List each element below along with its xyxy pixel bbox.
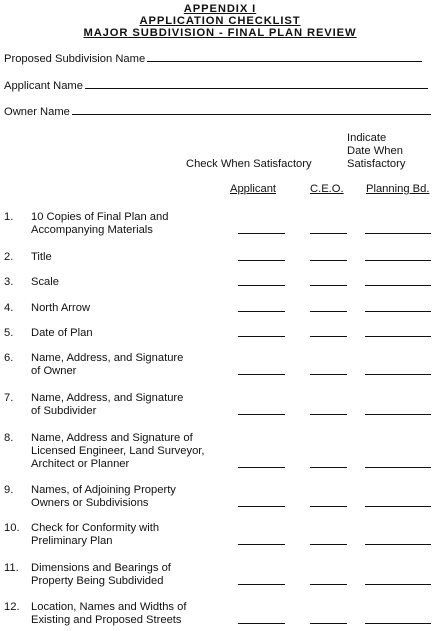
- item-text: Name, Address, and Signature: [31, 392, 184, 404]
- applicant-check-line[interactable]: [238, 233, 285, 234]
- item-number: 5.: [4, 327, 14, 339]
- item-text: Property Being Subdivided: [31, 575, 164, 587]
- ceo-check-line[interactable]: [310, 544, 347, 545]
- planning-bd-check-line[interactable]: [365, 506, 431, 507]
- ceo-check-line[interactable]: [310, 467, 347, 468]
- ceo-check-line[interactable]: [310, 285, 347, 286]
- check-when-satisfactory-header: Check When Satisfactory: [186, 158, 312, 170]
- applicant-check-line[interactable]: [238, 623, 285, 624]
- planning-bd-check-line[interactable]: [365, 467, 431, 468]
- item-number: 3.: [4, 276, 14, 288]
- field-label: Owner Name: [4, 106, 70, 118]
- ceo-check-line[interactable]: [310, 374, 347, 375]
- item-text: Dimensions and Bearings of: [31, 562, 171, 574]
- planning-bd-check-line[interactable]: [365, 311, 431, 312]
- planning-bd-check-line[interactable]: [365, 285, 431, 286]
- item-text: Name, Address and Signature of: [31, 432, 193, 444]
- item-text: of Owner: [31, 365, 77, 377]
- field-line[interactable]: [72, 113, 431, 115]
- applicant-check-line[interactable]: [238, 260, 285, 261]
- appendix-heading: APPENDIX I: [183, 3, 257, 15]
- applicant-name-field[interactable]: [4, 80, 428, 92]
- planning-bd-check-line[interactable]: [365, 623, 431, 624]
- item-text: Architect or Planner: [31, 458, 130, 470]
- item-number: 8.: [4, 432, 14, 444]
- item-text: Check for Conformity with: [31, 522, 160, 534]
- item-text: Licensed Engineer, Land Surveyor,: [31, 445, 205, 457]
- indicate-header-line: Satisfactory: [347, 158, 406, 170]
- proposed-subdivision-name-field[interactable]: [4, 53, 422, 65]
- planning-bd-check-line[interactable]: [365, 233, 431, 234]
- item-text: Name, Address, and Signature: [31, 352, 184, 364]
- planning-bd-check-line[interactable]: [365, 374, 431, 375]
- ceo-check-line[interactable]: [310, 311, 347, 312]
- applicant-check-line[interactable]: [238, 506, 285, 507]
- item-text: Location, Names and Widths of: [31, 601, 187, 613]
- column-header-applicant: Applicant: [230, 183, 277, 195]
- item-text: Names, of Adjoining Property: [31, 484, 176, 496]
- item-number: 7.: [4, 392, 14, 404]
- planning-bd-check-line[interactable]: [365, 544, 431, 545]
- item-text: Existing and Proposed Streets: [31, 614, 182, 626]
- column-header-ceo: C.E.O.: [310, 183, 344, 195]
- item-text: Preliminary Plan: [31, 535, 113, 547]
- item-number: 12.: [4, 601, 20, 613]
- ceo-check-line[interactable]: [310, 584, 347, 585]
- field-line[interactable]: [147, 60, 422, 62]
- item-number: 1.: [4, 211, 14, 223]
- planning-bd-check-line[interactable]: [365, 336, 431, 337]
- ceo-check-line[interactable]: [310, 336, 347, 337]
- owner-name-field[interactable]: [4, 106, 431, 118]
- subtitle-heading: MAJOR SUBDIVISION - FINAL PLAN REVIEW: [83, 27, 357, 39]
- planning-bd-check-line[interactable]: [365, 414, 431, 415]
- ceo-check-line[interactable]: [310, 233, 347, 234]
- item-text: of Subdivider: [31, 405, 97, 417]
- applicant-check-line[interactable]: [238, 584, 285, 585]
- indicate-header-line: Indicate: [347, 132, 387, 144]
- applicant-check-line[interactable]: [238, 414, 285, 415]
- ceo-check-line[interactable]: [310, 506, 347, 507]
- item-text: Owners or Subdivisions: [31, 497, 149, 509]
- item-text: 10 Copies of Final Plan and: [31, 211, 169, 223]
- field-line[interactable]: [85, 87, 428, 89]
- planning-bd-check-line[interactable]: [365, 584, 431, 585]
- item-text: Date of Plan: [31, 327, 93, 339]
- item-text: Scale: [31, 276, 59, 288]
- item-text: North Arrow: [31, 302, 91, 314]
- item-number: 9.: [4, 484, 14, 496]
- indicate-header-line: Date When: [347, 145, 403, 157]
- ceo-check-line[interactable]: [310, 414, 347, 415]
- ceo-check-line[interactable]: [310, 623, 347, 624]
- item-number: 6.: [4, 352, 14, 364]
- field-label: Applicant Name: [4, 80, 83, 92]
- checklist-heading: APPLICATION CHECKLIST: [139, 15, 301, 27]
- item-number: 4.: [4, 302, 14, 314]
- field-label: Proposed Subdivision Name: [4, 53, 146, 65]
- column-header-planning-bd: Planning Bd.: [366, 183, 430, 195]
- item-number: 10.: [4, 522, 20, 534]
- applicant-check-line[interactable]: [238, 374, 285, 375]
- ceo-check-line[interactable]: [310, 260, 347, 261]
- applicant-check-line[interactable]: [238, 544, 285, 545]
- applicant-check-line[interactable]: [238, 467, 285, 468]
- applicant-check-line[interactable]: [238, 336, 285, 337]
- item-text: Title: [31, 251, 52, 263]
- item-text: Accompanying Materials: [31, 224, 153, 236]
- applicant-check-line[interactable]: [238, 311, 285, 312]
- item-number: 2.: [4, 251, 14, 263]
- applicant-check-line[interactable]: [238, 285, 285, 286]
- planning-bd-check-line[interactable]: [365, 260, 431, 261]
- item-number: 11.: [4, 562, 19, 574]
